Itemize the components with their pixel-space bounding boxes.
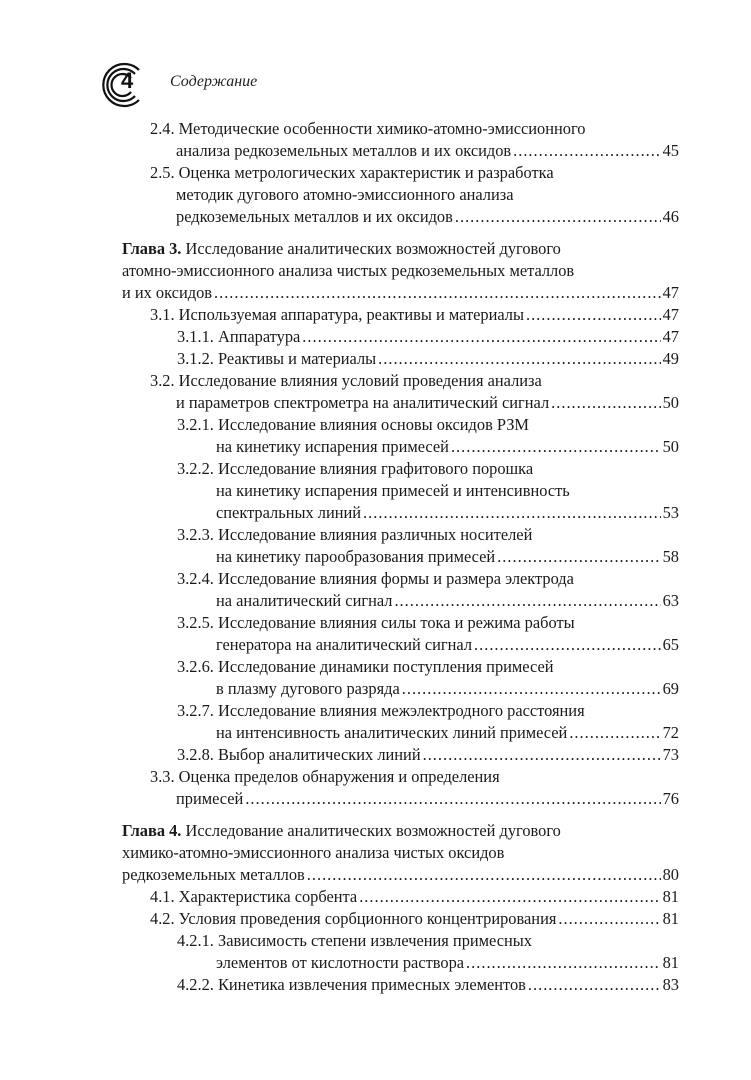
dot-leader xyxy=(528,974,661,996)
toc-entry-line xyxy=(150,162,679,184)
toc-text: 3.2.6. Исследование динамики поступления примесей xyxy=(177,657,554,676)
toc-entry-line xyxy=(176,788,679,810)
toc-entry-line xyxy=(177,458,679,480)
dot-leader xyxy=(245,788,660,810)
toc-entry-line xyxy=(177,414,679,436)
toc-entry-line xyxy=(177,348,679,370)
toc-entry-line xyxy=(177,930,679,952)
toc-entry-line xyxy=(216,722,679,744)
toc-page-number: 45 xyxy=(662,141,679,160)
toc-page-number: 53 xyxy=(662,503,679,522)
toc-text: и параметров спектрометра на аналитический сигнал xyxy=(176,393,550,412)
toc-page-number: 47 xyxy=(662,305,679,324)
toc-chapter-line xyxy=(122,282,679,304)
toc-text: 4.2.2. Кинетика извлечения примесных элементов xyxy=(177,975,526,994)
toc-page-number: 83 xyxy=(662,975,679,994)
toc-page-number: 81 xyxy=(662,887,679,906)
toc-page-number: 49 xyxy=(662,349,679,368)
toc-text: 2.5. Оценка метрологических характеристик и разработка xyxy=(150,163,554,182)
toc-entry-line xyxy=(176,392,679,414)
toc-entry-line xyxy=(176,184,679,206)
chapter-label: Глава 4. xyxy=(122,821,182,840)
dot-leader xyxy=(214,282,661,304)
toc-page-number: 46 xyxy=(662,207,679,226)
dot-leader xyxy=(474,634,661,656)
toc-text: 3.2.4. Исследование влияния формы и размера электрода xyxy=(177,569,574,588)
toc-text: 3.2.8. Выбор аналитических линий xyxy=(177,745,421,764)
toc-entry-line xyxy=(150,886,679,908)
dot-leader xyxy=(466,952,661,974)
toc-text: и их оксидов xyxy=(122,283,213,302)
dot-leader xyxy=(513,140,660,162)
toc-page-number: 50 xyxy=(662,393,679,412)
dot-leader xyxy=(378,348,660,370)
toc-entry-line xyxy=(177,700,679,722)
toc-text: 4.2.1. Зависимость степени извлечения примесных xyxy=(177,931,532,950)
toc-text: атомно-эмиссионного анализа чистых редкоземельных металлов xyxy=(122,261,575,280)
toc-page-number: 47 xyxy=(662,327,679,346)
toc-page-number: 47 xyxy=(662,283,679,302)
toc-text: 3.1.2. Реактивы и материалы xyxy=(177,349,377,368)
toc-text: 3.2.3. Исследование влияния различных носителей xyxy=(177,525,533,544)
dot-leader xyxy=(451,436,661,458)
toc-text: на кинетику парообразования примесей xyxy=(216,547,496,566)
toc-text: на интенсивность аналитических линий примесей xyxy=(216,723,568,742)
toc-entry-line xyxy=(150,118,679,140)
toc-text: Исследование аналитических возможностей дугового xyxy=(185,821,561,840)
toc-text: 2.4. Методические особенности химико-атомно-эмиссионного xyxy=(150,119,586,138)
toc-entry-line xyxy=(216,436,679,458)
toc-text: в плазму дугового разряда xyxy=(216,679,400,698)
toc-text: на кинетику испарения примесей и интенсивность xyxy=(216,481,570,500)
toc-entry-line xyxy=(216,678,679,700)
toc-page-number: 80 xyxy=(662,865,679,884)
toc-text: редкоземельных металлов и их оксидов xyxy=(176,207,453,226)
toc-text: генератора на аналитический сигнал xyxy=(216,635,473,654)
toc-entry-line xyxy=(177,326,679,348)
dot-leader xyxy=(569,722,660,744)
toc-page-number: 73 xyxy=(662,745,679,764)
toc-page-number: 58 xyxy=(662,547,679,566)
toc-page-number: 81 xyxy=(662,909,679,928)
dot-leader xyxy=(359,886,660,908)
toc-entry-line xyxy=(150,908,679,930)
toc-text: химико-атомно-эмиссионного анализа чистых оксидов xyxy=(122,843,505,862)
dot-leader xyxy=(558,908,660,930)
dot-leader xyxy=(455,206,661,228)
toc-entry-line xyxy=(176,206,679,228)
toc-text: примесей xyxy=(176,789,244,808)
toc-chapter-line xyxy=(122,864,679,886)
toc-entry-line xyxy=(177,568,679,590)
dot-leader xyxy=(423,744,661,766)
toc-text: 3.2. Исследование влияния условий проведения анализа xyxy=(150,371,542,390)
toc-chapter-line xyxy=(122,260,679,282)
toc-entry-line xyxy=(177,744,679,766)
dot-leader xyxy=(526,304,661,326)
dot-leader xyxy=(402,678,661,700)
toc-text: спектральных линий xyxy=(216,503,362,522)
toc-entry-line xyxy=(150,766,679,788)
toc-text: анализа редкоземельных металлов и их оксидов xyxy=(176,141,512,160)
toc-text: методик дугового атомно-эмиссионного анализа xyxy=(176,185,514,204)
toc-text: на аналитический сигнал xyxy=(216,591,393,610)
toc-page-number: 72 xyxy=(662,723,679,742)
dot-leader xyxy=(394,590,660,612)
toc-entry-line xyxy=(216,952,679,974)
toc-page-number: 81 xyxy=(662,953,679,972)
toc-entry-line xyxy=(216,634,679,656)
toc-text: редкоземельных металлов xyxy=(122,865,305,884)
toc-entry-line xyxy=(216,502,679,524)
toc-text: 4.2. Условия проведения сорбционного концентрирования xyxy=(150,909,557,928)
toc-entry-line xyxy=(216,546,679,568)
toc-text: 3.2.1. Исследование влияния основы оксидов РЗМ xyxy=(177,415,530,434)
toc-chapter-line xyxy=(122,238,679,260)
toc-entry-line xyxy=(177,612,679,634)
toc-page-number: 50 xyxy=(662,437,679,456)
toc-text: 3.3. Оценка пределов обнаружения и определения xyxy=(150,767,500,786)
dot-leader xyxy=(307,864,661,886)
toc-page-number: 69 xyxy=(662,679,679,698)
toc-entry-line xyxy=(216,590,679,612)
toc-text: 3.2.2. Исследование влияния графитового порошка xyxy=(177,459,534,478)
toc-text: 4.1. Характеристика сорбента xyxy=(150,887,358,906)
toc-page-number: 65 xyxy=(662,635,679,654)
toc-text: 3.1.1. Аппаратура xyxy=(177,327,301,346)
toc-entry-line xyxy=(216,480,679,502)
dot-leader xyxy=(302,326,660,348)
dot-leader xyxy=(551,392,660,414)
toc-chapter-line xyxy=(122,842,679,864)
dot-leader xyxy=(497,546,660,568)
toc-entry-line xyxy=(176,140,679,162)
toc-entry-line xyxy=(150,304,679,326)
chapter-label: Глава 3. xyxy=(122,239,182,258)
toc-text: 3.2.5. Исследование влияния силы тока и режима работы xyxy=(177,613,575,632)
toc-entry-line xyxy=(177,974,679,996)
concentric-arcs-icon xyxy=(95,60,145,110)
toc-page-number: 63 xyxy=(662,591,679,610)
toc-chapter-line xyxy=(122,820,679,842)
toc-entry-line xyxy=(150,370,679,392)
toc-entry-line xyxy=(177,656,679,678)
toc-text: 3.1. Используемая аппаратура, реактивы и материалы xyxy=(150,305,524,324)
toc-text: 3.2.7. Исследование влияния межэлектродного расстояния xyxy=(177,701,585,720)
running-head: Содержание xyxy=(170,73,258,90)
toc-text: на кинетику испарения примесей xyxy=(216,437,449,456)
toc-entry-line xyxy=(177,524,679,546)
page-number: 4 xyxy=(121,68,134,93)
toc-text: Исследование аналитических возможностей дугового xyxy=(185,239,561,258)
toc-page-number: 76 xyxy=(662,789,679,808)
dot-leader xyxy=(363,502,661,524)
toc-text: элементов от кислотности раствора xyxy=(216,953,465,972)
page-header xyxy=(95,60,695,110)
